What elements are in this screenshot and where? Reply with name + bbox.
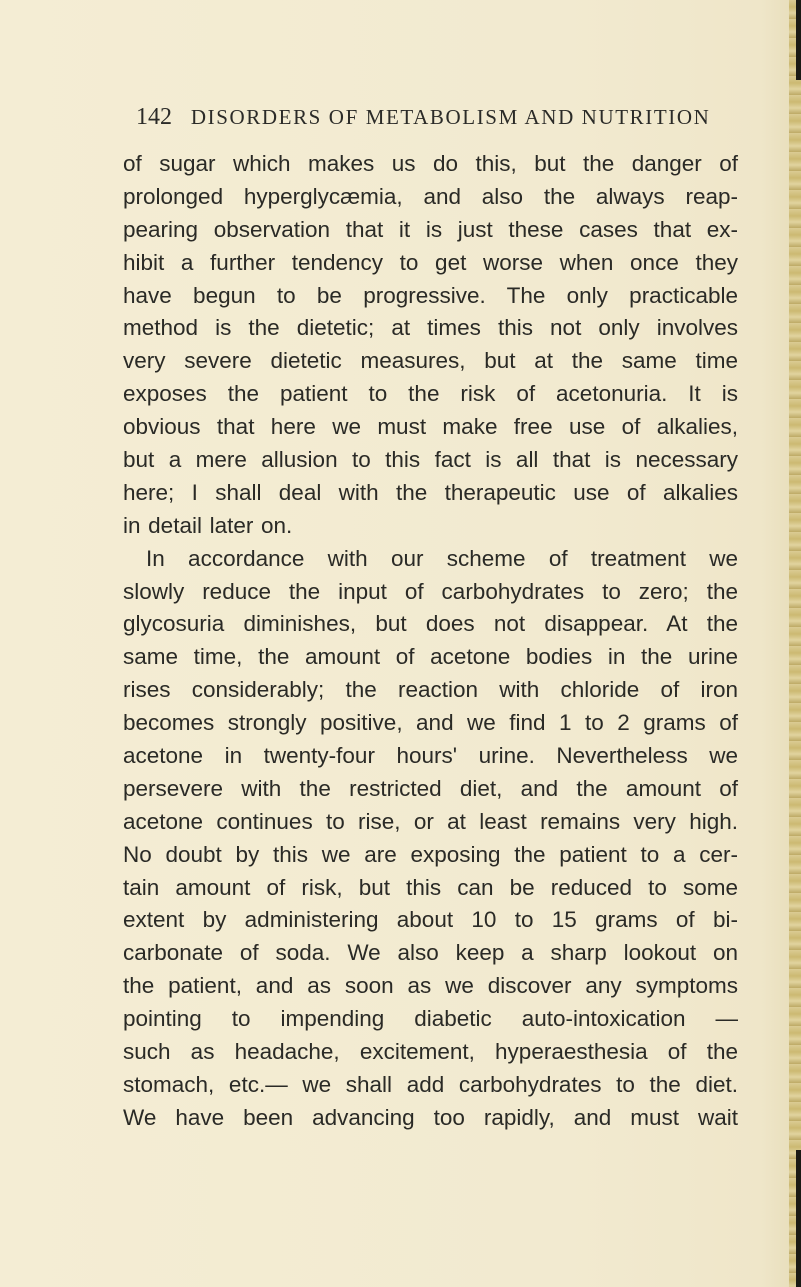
text-line: have begun to be progressive. The only practicable bbox=[123, 282, 738, 308]
text-line: glycosuria diminishes, but does not disappear. At the bbox=[123, 611, 738, 637]
body-text bbox=[123, 148, 738, 1135]
text-line: tain amount of risk, but this can be reduced to some bbox=[123, 874, 738, 900]
text-line: in detail later on. bbox=[123, 512, 293, 538]
text-line: carbonate of soda. We also keep a sharp lookout on bbox=[123, 940, 738, 966]
text-line: slowly reduce the input of carbohydrates to zero; the bbox=[123, 578, 738, 604]
text-line: pearing observation that it is just these cases that ex- bbox=[123, 216, 738, 242]
text-line: hibit a further tendency to get worse when once they bbox=[123, 249, 738, 275]
text-line: becomes strongly positive, and we find 1 to 2 grams of bbox=[123, 710, 738, 736]
text-line: very severe dietetic measures, but at the same time bbox=[123, 348, 738, 374]
text-line: We have been advancing too rapidly, and must wait bbox=[123, 1104, 738, 1130]
page-number: 142 bbox=[136, 104, 172, 130]
text-line: obvious that here we must make free use of alkalies, bbox=[123, 414, 738, 440]
page-edge-shadow bbox=[796, 1150, 801, 1287]
page-edge bbox=[789, 0, 801, 1287]
text-line: stomach, etc.— we shall add carbohydrates to the diet. bbox=[123, 1071, 738, 1097]
text-line: No doubt by this we are exposing the patient to a cer- bbox=[123, 841, 738, 867]
text-line: the patient, and as soon as we discover any symptoms bbox=[123, 973, 738, 999]
text-line: In accordance with our scheme of treatment we bbox=[146, 545, 738, 571]
text-line: prolonged hyperglycæmia, and also the always reap- bbox=[123, 183, 738, 209]
text-line: of sugar which makes us do this, but the danger of bbox=[123, 151, 738, 176]
text-line: same time, the amount of acetone bodies in the urine bbox=[123, 644, 738, 670]
running-header bbox=[136, 104, 711, 134]
text-line: pointing to impending diabetic auto-intoxication — bbox=[123, 1006, 738, 1032]
text-line: such as headache, excitement, hyperaesthesia of the bbox=[123, 1039, 738, 1065]
text-line: rises considerably; the reaction with chloride of iron bbox=[123, 677, 738, 703]
text-line: but a mere allusion to this fact is all that is necessary bbox=[123, 447, 738, 473]
running-title: DISORDERS OF METABOLISM AND NUTRITION bbox=[190, 105, 711, 129]
text-line: method is the dietetic; at times this not only involves bbox=[123, 315, 738, 341]
text-line: exposes the patient to the risk of acetonuria. It is bbox=[123, 381, 738, 407]
text-line: persevere with the restricted diet, and the amount of bbox=[123, 775, 738, 801]
text-line: acetone in twenty-four hours' urine. Nevertheless we bbox=[123, 743, 738, 769]
text-line: here; I shall deal with the therapeutic use of alkalies bbox=[123, 479, 738, 505]
page-edge-shadow bbox=[796, 0, 801, 80]
text-line: extent by administering about 10 to 15 grams of bi- bbox=[123, 907, 738, 933]
text-line: acetone continues to rise, or at least remains very high. bbox=[123, 808, 738, 834]
